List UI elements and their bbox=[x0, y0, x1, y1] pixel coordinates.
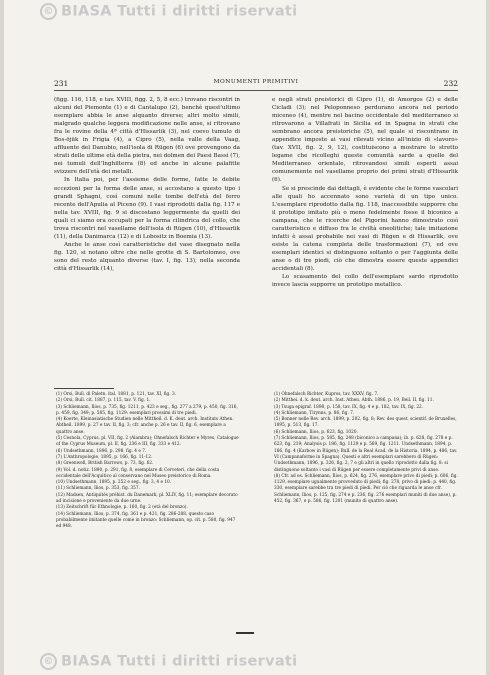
scan-edge-left bbox=[0, 0, 4, 675]
footnote-rule bbox=[54, 388, 114, 389]
footnote: (7) Schliemann, Ilios, p. 585, fig. 248 (biconico a campana); ib. p. 628, fig. 278 e p. 623, fig. 219; Analysis p. 186, fig. 1129 e p. 569, fig. 1211. Undsethmann, 1894, p. 166, fig. 4 (Karbow in Rügen); Bull. de la Real Acad. de la Historia. 1894, p. 486, tav. VI (Campanaforme in Spagna). Questi e altri esemplari sarebbero di Rügen: Undsethmann, 1896, p. 326, fig. 2, 7 e gli altri in quello riprodotto dalla fig. 8: si distinguono soltanto i vasi di Rügen per essere completamente privi di anse. bbox=[274, 436, 458, 473]
footnote: (3) Schliemann, Ilios, p. 735, fig. 1211, p. 423 e seg., fig. 277 a 279, p. 450, fig. 316, p. 459, fig. 349; p. 585, fig. 1129: esemplari prossimi di tre piedi. bbox=[56, 404, 238, 416]
footnote: (8) Greenwell, British Barrows, p. 73, fig. 62. bbox=[56, 461, 154, 467]
footnote: (7) L'Anthropologie, 1895, p. 166, fig. 11-12. bbox=[56, 454, 153, 460]
right-footnotes bbox=[272, 392, 458, 505]
footnote: (8) Cfr. ad es. Schliemann, Ilios, p. 624, fig. 276, esemplare privo di piedi; p. 606, fig. 1129, esemplare ugualmente provveduto di piedi; fig. 278, privo di piedi: p. 440, fig. 330, esemplare sarebbe tra tre piedi di piedi. Per ciò che riguarda le anse cfr. Schliemann, Ilios, p. 125, fig. 274 e p. 236, fig. 276 esemplari muniti di due anse), p. 452, fig. 367, e p. 586, fig. 1201 (munito di quattro anse). bbox=[274, 473, 458, 505]
copyright-icon: © bbox=[40, 3, 57, 20]
page-bottom-mark bbox=[236, 632, 254, 634]
footnote: (2) Orsi, Bull. cit. 1887, p. 115, tav. V, fig. 1. bbox=[56, 398, 151, 404]
watermark-text: BIASA Tutti i diritti riservati bbox=[61, 3, 298, 20]
footnote: (3) Tsuga epigraf. 1898, p. 158, tav. IX, fig. 4 e p. 182, tav. IX, fig. 22. bbox=[274, 404, 424, 410]
footnote: (12) Madsen, Antiquités préhist. du Danemark, pl. XLIV, fig. 11; esemplare decorato ad incisione e proveniente da due urne. bbox=[56, 492, 238, 505]
scan-edge-right bbox=[486, 0, 490, 675]
paragraph: Anche le anse così caratteristiche del vase disegnato nella fig. 120, si notano oltre che nelle grotte di S. Bartolomeo, ove sono del resto alquanto diverse (tav. I, fig. 13), nella seconda città d'Hissarlik (14), bbox=[54, 241, 240, 272]
left-footnotes bbox=[54, 392, 240, 531]
footnote: (4) Koerte, Kleinasiatische Studien nelle Mittheil. d. K. deut. arch. Instituts Athen. Abtheil. 1899, p. 27 e tav. II, fig. 3; cfr. anche p. 26 e tav. II, fig. 6, esemplare a quattro anse. bbox=[56, 417, 234, 435]
watermark-top bbox=[40, 3, 297, 20]
footnote: (1) Ohnefalsch Richter, Kupros, tav. XXXV, fig. 7. bbox=[274, 392, 379, 397]
footnote: (9) Vol. d. notiz. 1890, p. 291, fig. 8, esemplare di Cerveteri, che della costa occidentale dell'Acquitico al conservano nel Museo preistorico di Roma. bbox=[56, 467, 220, 479]
running-title: MONUMENTI PRIMITIVI bbox=[213, 79, 299, 85]
footnote: (5) Cesnola, Cyprus, pl. VII, fig. 2 (Alambra); Ohnefalsch Richter e Myres, Catalogue of the Cyprus Museum, pl. II, fig. 236 e III, fig. 333 e 412. bbox=[56, 436, 239, 448]
footnote: (4) Schliemann, Tirynns, p. 86, fig. 7. bbox=[274, 410, 355, 416]
paragraph: e negli strati preistorici di Cipro (1), di Amorgos (2) e delle Cicladi (3); nel Peloponneso perdurano ancora nel periodo miceneo (4), mentre nel bacino occidentale del mediterraneo si ritrovarono a Villafrati in Sicilia ed in Spagna in strati che sembrano ancora preistoriche (5), nel quale si riscontrano in appendice imposte ai vasi rilevati vicino all'inizio di «lavoro» (tav. XVII, fig. 2, 9, 12), costituiscono a mostrare lo stretto legame che ricolleghi queste comunità sarde a quelle del Mediterraneo orientale, ritrovandosi simili esperti assai comunemente nel vasellame proprio dei primi strati d'Hissarlik (6). bbox=[272, 97, 458, 184]
page-header bbox=[54, 79, 458, 89]
footnote: (6) Undsethmann, 1896, p. 298, fig. 4 e 7. bbox=[56, 448, 147, 454]
watermark-text: BIASA Tutti i diritti riservati bbox=[61, 653, 298, 670]
copyright-icon: © bbox=[40, 653, 57, 670]
page-number-left: 231 bbox=[54, 79, 69, 88]
footnote: (10) Undsethmann, 1895, p. 252 e seg., fig. 3, 4 e 10. bbox=[56, 480, 172, 486]
paragraph: (figg. 116, 118, e tav. XVIII, figg. 2, 5, 8 ecc.) trovano riscontri in alcuni del Piemonte (1) e di Cantalupo (2), benchè quest'ultimo esemplare abbia le anse alquanto diverse; altri molto simili, malgrado qualche leggera modificazione nelle anse, si ritrovano fra le rovine della 4ª città d'Hissarlik (3), nel coevo tumulo di Bos-öjük in Frigia (4), a Cipro (5), nella valle della Vaag, affluente del Danubio, nell'isola di Rügen (6) ove provengono da strati delle ultime età della pietra, nei dolmen dei Paesi Bassi (7), nei tumuli dell'Inghilterra (8) ed anche in alcune palafitte svizzere dell'età dei metalli. bbox=[54, 97, 240, 176]
footnote: (5) Bonner nelle Rev. arch. 1899, p. 202, fig. 8; Rev. des quest. scientif. de Bruxelles, 1895, p. 513, fig. 17. bbox=[274, 417, 457, 429]
footnote: (1) Orsi, Bull. di Paletn. ital. 1881, p. 121, tav. XI, fig. 3. bbox=[56, 392, 177, 397]
paragraph: Lo scasamento del collo dell'esemplare sardo riprodotto invece lascia supporre un prototipo metallico. bbox=[272, 274, 458, 289]
left-column-body bbox=[54, 96, 240, 273]
right-column-body bbox=[272, 96, 458, 289]
paragraph: Se si prescinde dai dettagli, è evidente che le forme vascolari alle quali ho accennato sono varietà di un tipo unico. L'esemplare riprodotto dalla fig. 118, inaccessibile supporre che il prototipo imitato più o meno fedelmente fosse il biconico a campana, che le ricerche del Pigorini hanno dimostrato così caratteristico e diffuso fra le civiltà eneolitiche; tale imitazione infatti è assai probabile nei vasi di Rügen e di Hissarlik, ove esiste la catena completa delle trasformazioni (7), ed ove esemplari identici si distinguono soltanto o per l'aggiunta delle anse o di tre piedi, ciò che dimostra essere queste appendici accidentali (8). bbox=[272, 185, 458, 272]
footnote: (14) Schliemann, Ilios, p. 374, fig. 361 e p. 421, fig. 286-288, questo caso probabilmente imitante quelle come in bronzo: Schliemann, op. cit. p. 580, fig. 947 ed 948. bbox=[56, 511, 236, 530]
paragraph: In Italia poi, per l'assieme delle forme, fatte le debite eccezioni per la forma delle anse, si accostano a questo tipo i grandi Sphagni, così comuni nelle tombe dell'età del ferro recente dell'Apulia al Piceno (9). I vasi riprodotti dalla fig. 117 e nella tav. XVIII, fig. 9 si discostano leggermente da quelli dei quali ci siamo ora occupati per la forma cilindrica del collo, che trova riscontri nel vasellame dell'isola di Rügen (10), d'Hissarlik (11), della Danimarca (12) e di Lobositz in Boemia (13). bbox=[54, 177, 240, 240]
footnote: (11) Schliemann, Ilios, p. 353, fig. 357. bbox=[56, 486, 140, 492]
page-number-right: 232 bbox=[443, 79, 458, 88]
footnote: (6) Schliemann, Ilios, p. 623, fig. 1020. bbox=[274, 429, 358, 435]
footnote: (2) Mitthei. d. k. deut. arch. Inst. Athen. Abth. 1886, p. 19, Beil. II, fig. 11. bbox=[274, 398, 434, 404]
watermark-bottom bbox=[40, 653, 297, 670]
footnote: (13) Zeitschrift für Ethnologie, p. 160, fig. 2 (età del bronzo). bbox=[56, 505, 188, 511]
header-rule bbox=[54, 90, 458, 91]
